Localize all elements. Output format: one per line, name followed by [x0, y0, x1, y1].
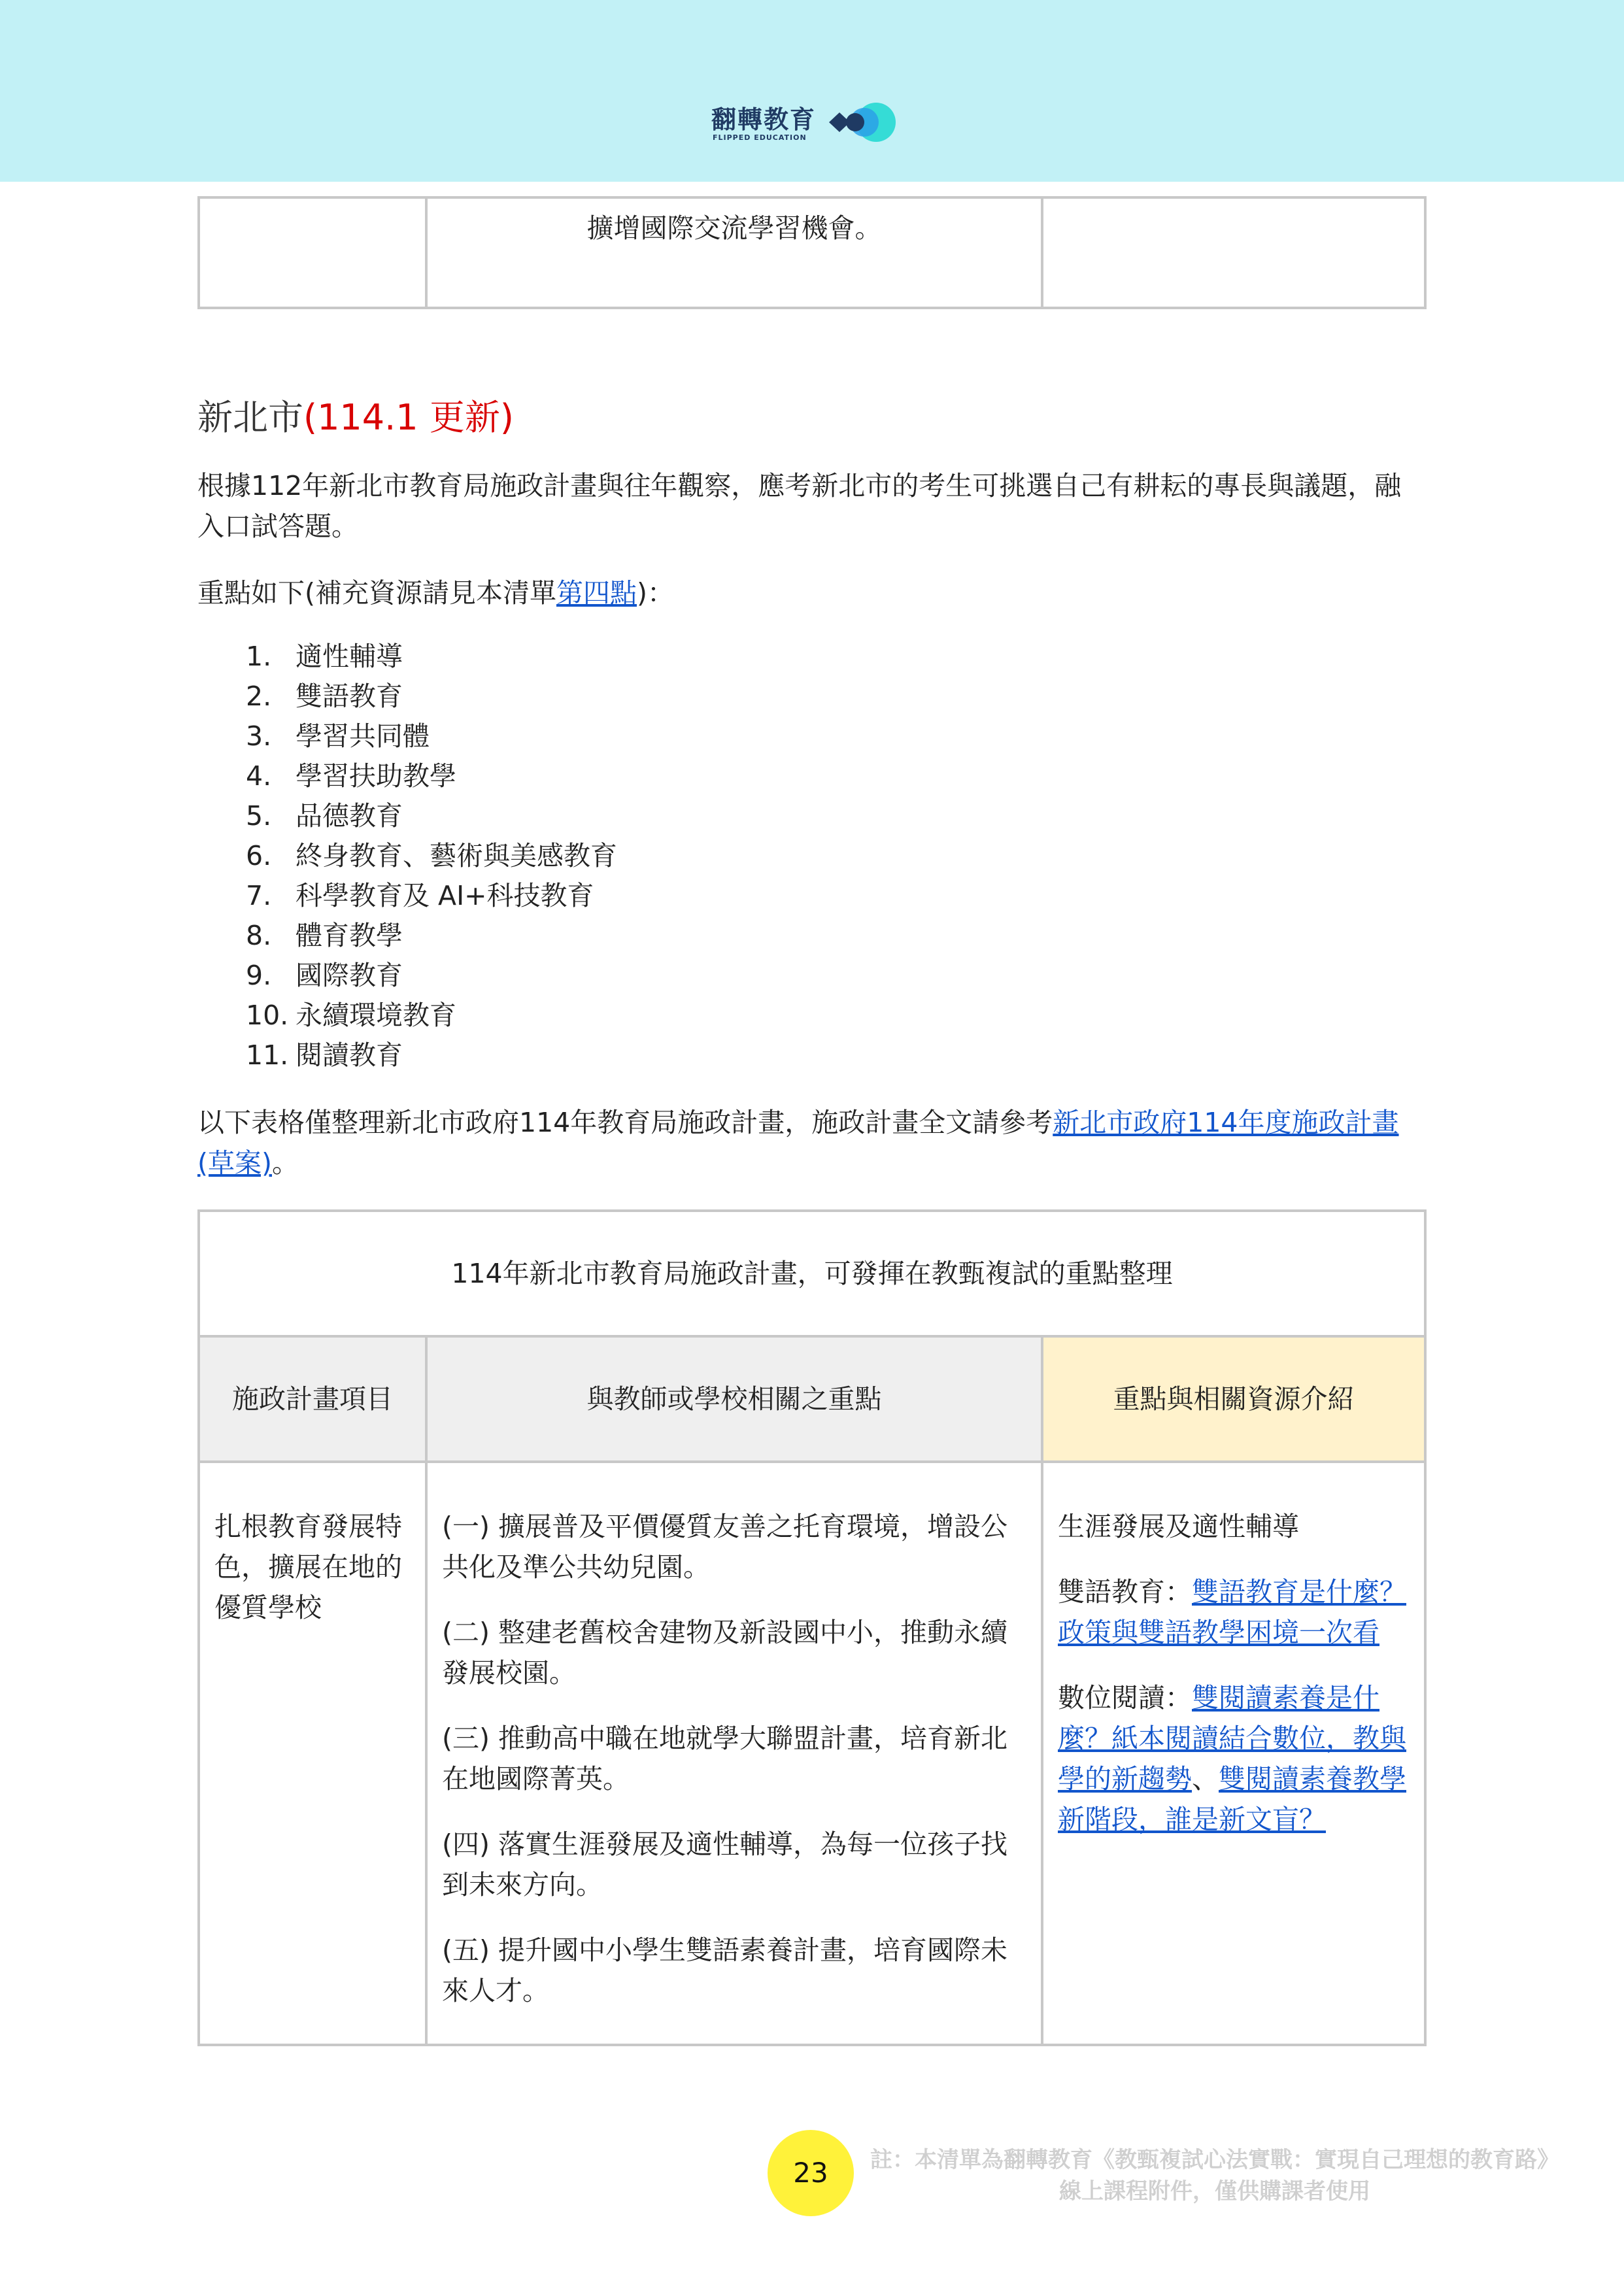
city-name: 新北市 [197, 397, 303, 438]
list-item [246, 756, 617, 796]
bilingual-label: 雙語教育： [1058, 1576, 1192, 1608]
list-item-text: 永續環境教育 [296, 1000, 456, 1031]
reading-separator: 、 [1192, 1763, 1219, 1795]
list-item-number: 8. [246, 920, 272, 951]
list-item [246, 677, 617, 717]
table-cell [1042, 197, 1425, 308]
update-tag: (114.1 更新) [303, 397, 514, 438]
table-cell [199, 197, 426, 308]
list-item [246, 637, 617, 677]
list-item-number: 1. [246, 641, 272, 672]
reading-article-link-1[interactable]: 雙閱讀素養是什麼？紙本閱讀結合數位，教與學的新趨勢 [1058, 1682, 1406, 1795]
plan-point: (一) 擴展普及平價優質友善之托育環境，增設公共化及準公共幼兒園。 [442, 1511, 1008, 1583]
table-lead-tail: 。 [272, 1147, 299, 1179]
brand-title: 翻轉教育 [711, 105, 817, 134]
list-item-text: 學習共同體 [296, 720, 430, 752]
list-item [246, 1036, 617, 1075]
header-band [0, 0, 1624, 182]
section-heading [197, 390, 514, 440]
column-header: 重點與相關資源介紹 [1042, 1336, 1425, 1462]
plan-point: (二) 整建老舊校舍建物及新設國中小，推動永續發展校園。 [442, 1617, 1008, 1689]
bilingual-article-link[interactable]: 雙語教育是什麼？政策與雙語教學困境一次看 [1058, 1576, 1406, 1648]
table-lead-text: 以下表格僅整理新北市政府114年教育局施政計畫，施政計畫全文請參考 [197, 1107, 1053, 1138]
resources-cell [1042, 1462, 1425, 2045]
footer-note-line: 線上課程附件，僅供購課者使用 [1059, 2178, 1370, 2204]
brand-subtitle: FLIPPED EDUCATION [713, 133, 807, 142]
list-item-text: 閱讀教育 [296, 1039, 403, 1071]
plan-item-cell [199, 1462, 426, 2045]
plan-point: (四) 落實生涯發展及適性輔導，為每一位孩子找到未來方向。 [442, 1829, 1008, 1900]
plan-point: (三) 推動高中職在地就學大聯盟計畫，培育新北在地國際菁英。 [442, 1723, 1008, 1795]
reading-resource [1058, 1678, 1411, 1840]
list-item-text: 適性輔導 [296, 641, 403, 672]
focus-list [246, 637, 617, 1075]
list-item-text: 品德教育 [296, 800, 403, 832]
footer-note-line: 註：本清單為翻轉教育《教甄複試心法實戰：實現自己理想的教育路》 [870, 2147, 1559, 2173]
plan-points-cell [426, 1462, 1042, 2045]
plan-table [197, 1209, 1427, 2046]
column-header: 與教師或學校相關之重點 [426, 1336, 1042, 1462]
list-item-text: 體育教學 [296, 920, 403, 951]
list-item [246, 717, 617, 756]
brand-mark-icon [828, 101, 907, 144]
list-item [246, 796, 617, 836]
table-title: 114年新北市教育局施政計畫，可發揮在教甄複試的重點整理 [199, 1211, 1425, 1336]
list-item-number: 10. [246, 1000, 289, 1031]
list-item [246, 876, 617, 916]
section-four-link[interactable]: 第四點 [556, 577, 637, 609]
list-item-number: 11. [246, 1039, 289, 1071]
table-row [199, 1462, 1425, 2045]
plan-draft-link[interactable]: 新北市政府114年度施政計畫(草案) [197, 1107, 1399, 1179]
list-item-text: 國際教育 [296, 960, 403, 991]
list-item-text: 雙語教育 [296, 681, 403, 712]
career-guidance-note: 生涯發展及適性輔導 [1058, 1511, 1299, 1542]
brand-logo[interactable] [711, 97, 914, 149]
table-lead-paragraph [197, 1102, 1427, 1183]
plan-point: (五) 提升國中小學生雙語素養計畫，培育國際未來人才。 [442, 1934, 1008, 2006]
list-item-number: 4. [246, 760, 272, 792]
list-item-text: 終身教育、藝術與美感教育 [296, 840, 617, 871]
table-cell: 擴增國際交流學習機會。 [426, 197, 1042, 308]
list-item-text: 學習扶助教學 [296, 760, 456, 792]
focus-lead-paragraph [197, 573, 1427, 613]
list-item [246, 996, 617, 1036]
focus-lead-tail: )： [637, 577, 674, 609]
list-item [246, 916, 617, 956]
list-item-number: 7. [246, 880, 272, 911]
list-item-number: 3. [246, 720, 272, 752]
footer-note [862, 2144, 1568, 2207]
table-header-row [199, 1336, 1425, 1462]
page-number-badge: 23 [768, 2130, 854, 2216]
bilingual-resource [1058, 1572, 1411, 1653]
plan-item: 扎根教育發展特色，擴展在地的優質學校 [214, 1511, 402, 1623]
reading-label: 數位閱讀： [1058, 1682, 1192, 1713]
list-item-number: 6. [246, 840, 272, 871]
list-item-text: 科學教育及 AI+科技教育 [296, 880, 594, 911]
reading-article-link-2[interactable]: 雙閱讀素養教學新階段，誰是新文盲？ [1058, 1763, 1406, 1835]
continued-plan-table [197, 196, 1427, 309]
intro-paragraph: 根據112年新北市教育局施政計畫與往年觀察，應考新北市的考生可挑選自己有耕耘的專長與議題，融入口試答題。 [197, 470, 1402, 542]
list-item [246, 956, 617, 996]
list-item-number: 9. [246, 960, 272, 991]
focus-lead-text: 重點如下(補充資源請見本清單 [197, 577, 556, 609]
list-item [246, 836, 617, 876]
table-row [199, 197, 1425, 308]
table-title-row [199, 1211, 1425, 1336]
list-item-number: 2. [246, 681, 272, 712]
column-header: 施政計畫項目 [199, 1336, 426, 1462]
list-item-number: 5. [246, 800, 272, 832]
